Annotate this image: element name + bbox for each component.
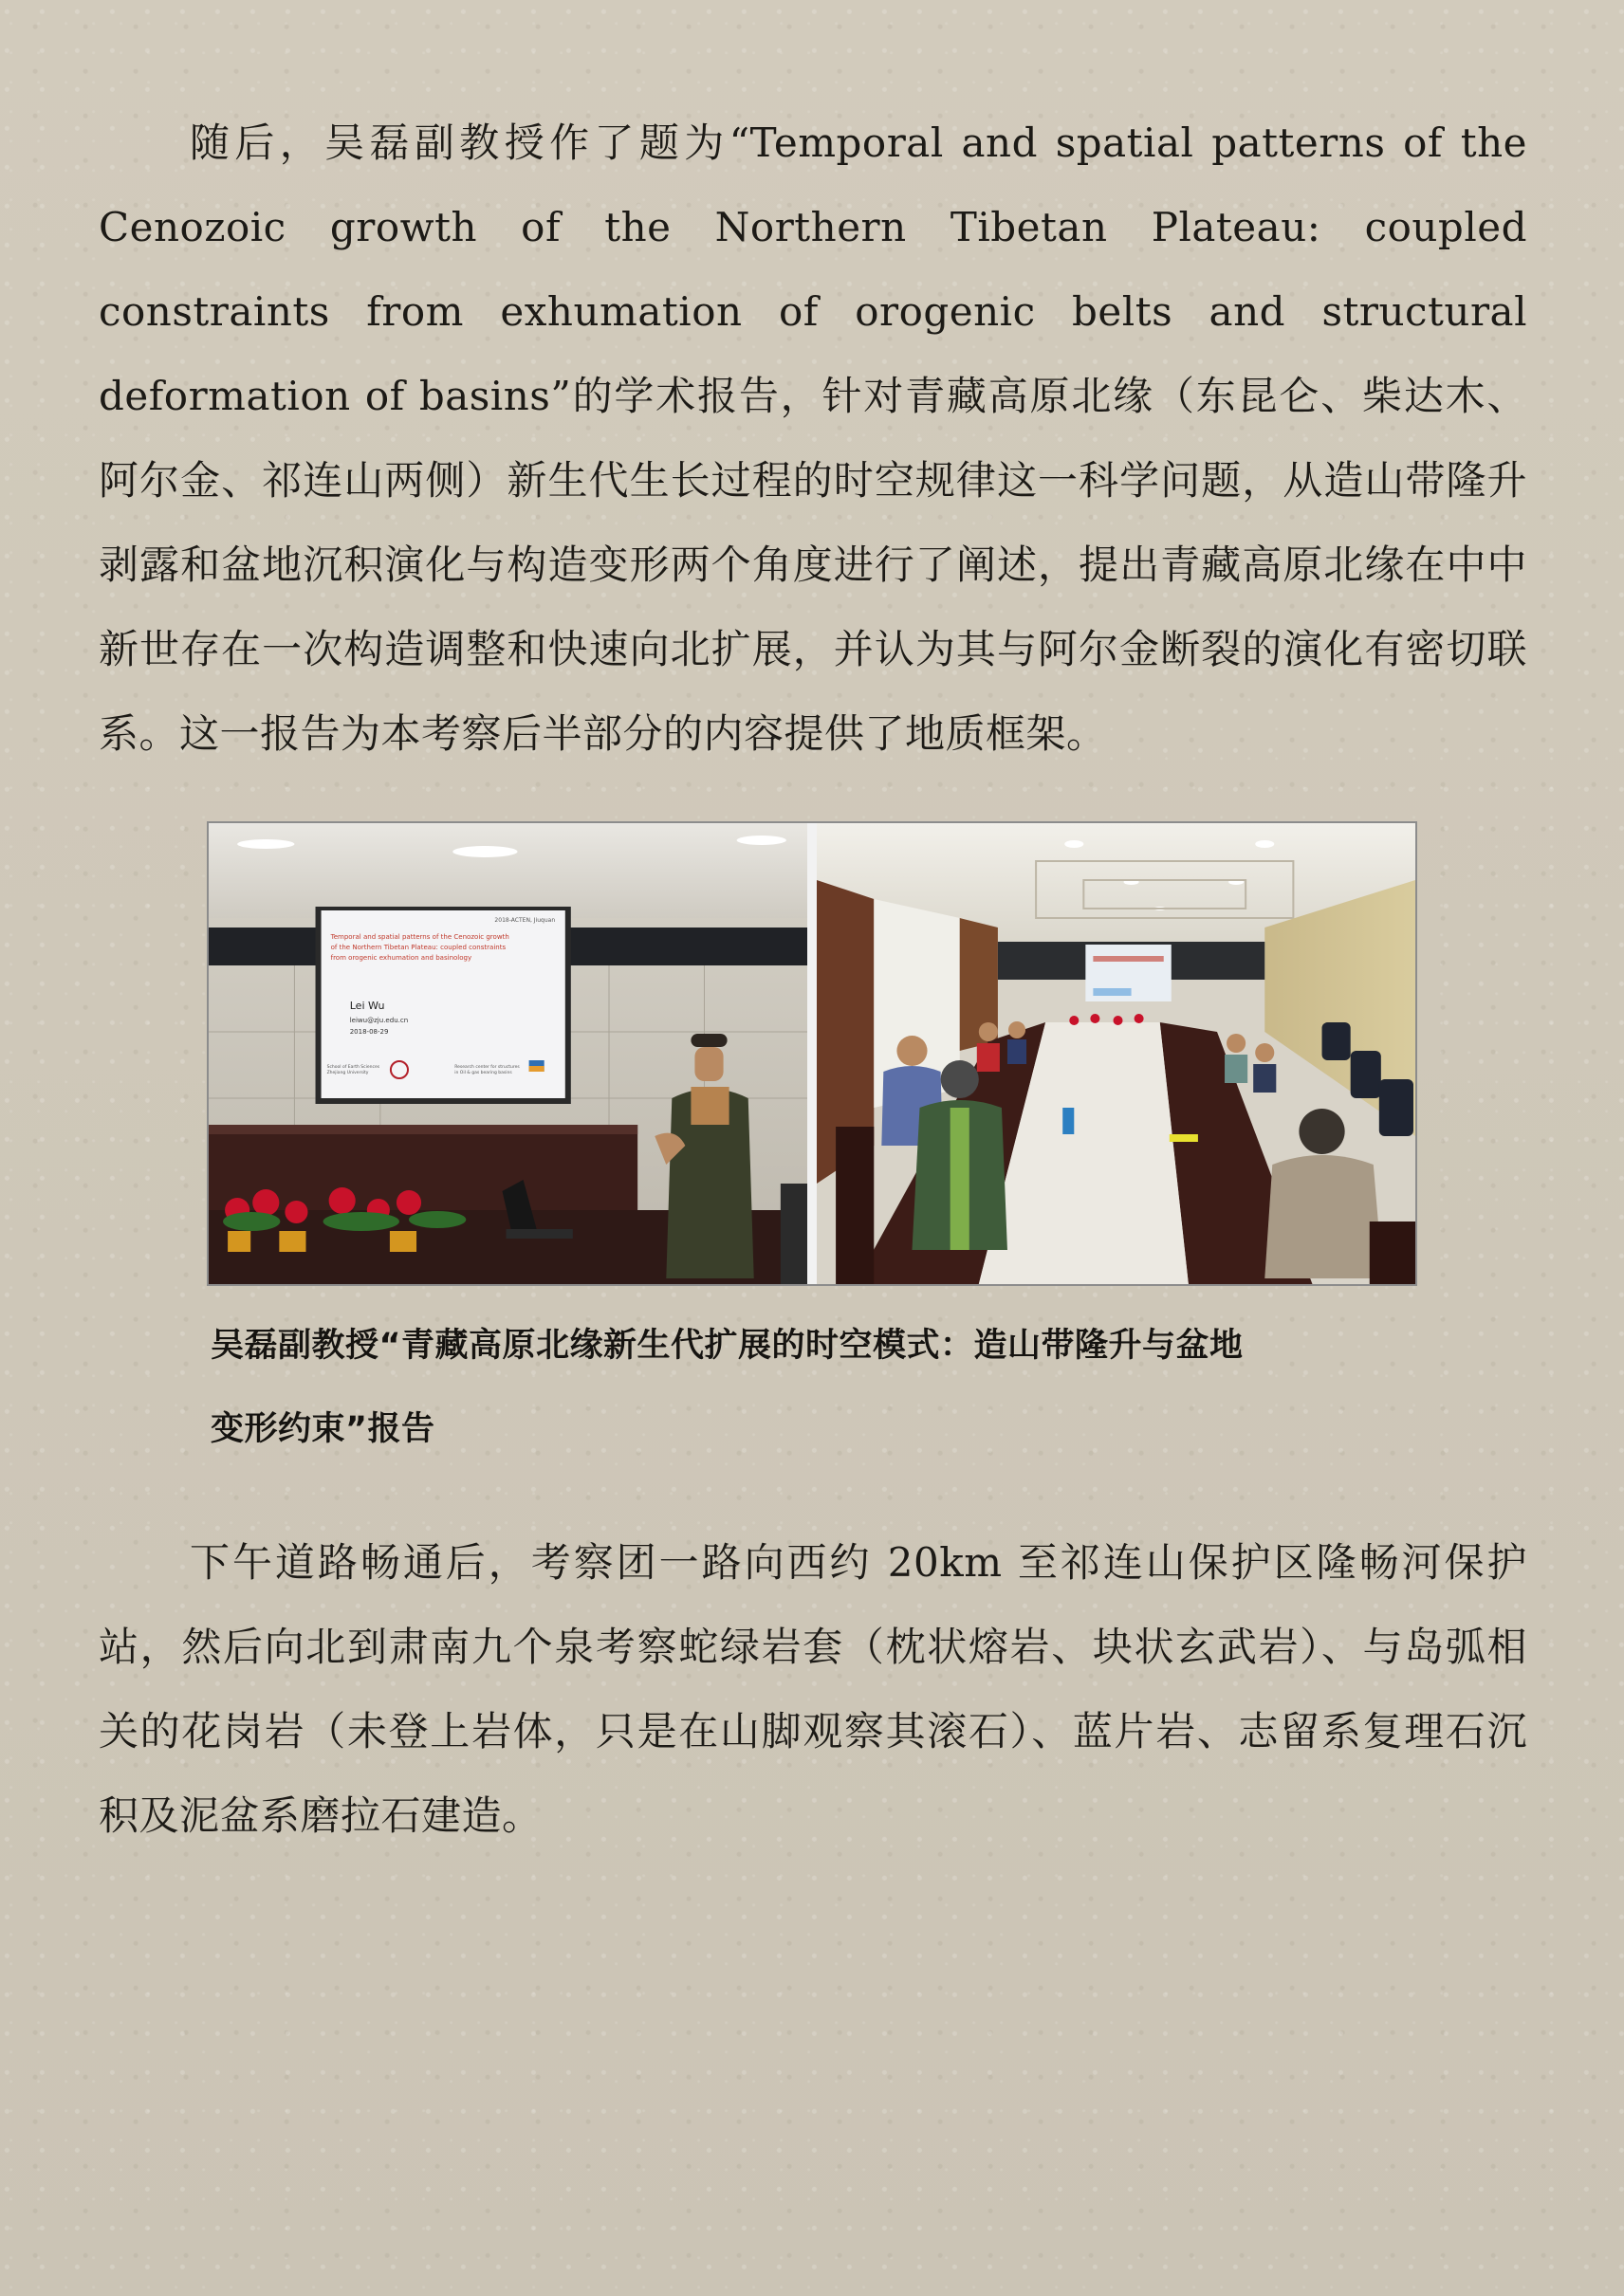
photo-figure (207, 821, 1417, 1286)
paragraph-report-summary: 随后，吴磊副教授作了题为“Temporal and spatial patterns of the Cenozoic growth of the Northern Tibetan Plateau: coupled constraints from exhumation of orogenic belts and structural deformation of basins”的学术报告，针对青藏高原北缘（东昆仑、柴达木、阿尔金、祁连山两侧）新生代生长过程的时空规律这一科学问题，从造山带隆升剥露和盆地沉积演化与构造变形两个角度进行了阐述，提出青藏高原北缘在中中新世存在一次构造调整和快速向北扩展，并认为其与阿尔金断裂的演化有密切联系。这一报告为本考察后半部分的内容提供了地质框架。 (99, 119, 1527, 757)
slide-title-line2: of the Northern Tibetan Plateau: coupled constraints (330, 943, 507, 951)
slide-footer-left-1: School of Earth Sciences (326, 1065, 380, 1070)
paragraph-field-trip: 下午道路畅通后，考察团一路向西约 20km 至祁连山保护区隆畅河保护站，然后向北到肃南九个泉考察蛇绿岩套（枕状熔岩、块状玄武岩）、与岛弧相关的花岗岩（未登上岩体，只是在山脚观察其滚石）、蓝片岩、志留系复理石沉积及泥盆系磨拉石建造。 (99, 1539, 1527, 1839)
slide-footer-left-2: Zhejiang University (326, 1071, 369, 1075)
slide-header: 2018-ACTEN, Jiuquan (494, 917, 556, 924)
slide-title-line1: Temporal and spatial patterns of the Cenozoic growth (330, 932, 509, 941)
figure-caption (211, 1304, 1406, 1471)
slide-footer-right-1: Research center for structures (454, 1065, 520, 1070)
slide-date: 2018-08-29 (349, 1027, 389, 1036)
photo-lecturer (209, 823, 807, 1284)
photo-audience (817, 823, 1415, 1284)
slide-email: leiwu@zju.edu.cn (349, 1016, 409, 1024)
slide-author: Lei Wu (349, 1000, 385, 1012)
slide-title-line3: from orogenic exhumation and basinology (330, 953, 472, 962)
figure-caption-line1: 吴磊副教授“青藏高原北缘新生代扩展的时空模式：造山带隆升与盆地 (211, 1327, 1244, 1365)
slide-footer-right-2: in Oil & gas bearing basins (454, 1071, 512, 1075)
figure-caption-line2: 变形约束”报告 (211, 1410, 435, 1448)
